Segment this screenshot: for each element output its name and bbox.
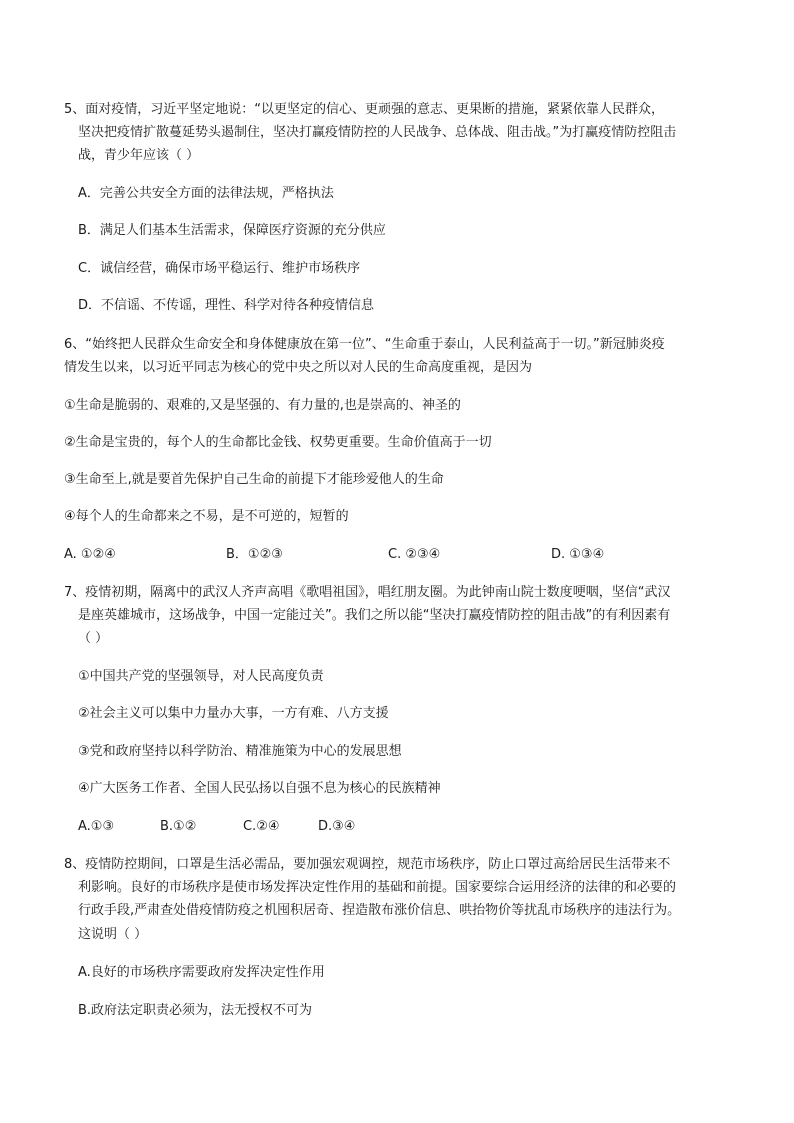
q5-option-b: B．满足人们基本生活需求，保障医疗资源的充分供应 [78,223,386,238]
q6-option-c: C. ②③④ [388,547,441,562]
q6-statement-3: ③生命至上,就是要首先保护自己生命的前提下才能珍爱他人的生命 [64,472,444,487]
q8-option-a: A.良好的市场秩序需要政府发挥决定性作用 [78,965,325,980]
q7-line-3: （ ） [78,631,109,646]
q7-option-d: D.③④ [318,819,356,834]
q5-line-1: 5、面对疫情，习近平坚定地说：“以更坚定的信心、更顽强的意志、更果断的措施，紧紧依靠人民群众， [64,102,665,117]
q8-option-b: B.政府法定职责必须为，法无授权不可为 [78,1003,313,1018]
q5-option-d: D．不信谣、不传谣，理性、科学对待各种疫情信息 [78,298,375,313]
q6-statement-4: ④每个人的生命都来之不易，是不可逆的，短暂的 [64,509,349,524]
q7-statement-3: ③党和政府坚持以科学防治、精准施策为中心的发展思想 [78,744,402,759]
q7-option-a: A.①③ [78,819,115,834]
q8-line-1: 8、疫情防控期间，口罩是生活必需品，要加强宏观调控，规范市场秩序，防止口罩过高给居民生活带来不 [64,857,671,872]
q5-option-c: C．诚信经营，确保市场平稳运行、维护市场秩序 [78,261,361,276]
q6-line-1: 6、“始终把人民群众生命安全和身体健康放在第一位”、“生命重于泰山，人民利益高于一切。”新冠肺炎疫 [64,337,665,352]
q7-statement-2: ②社会主义可以集中力量办大事，一方有难、八方支援 [78,706,389,721]
q8-line-2: 利影响。良好的市场秩序是使市场发挥决定性作用的基础和前提。国家要综合运用经济的法律的和必要的 [78,880,677,895]
q6-statement-2: ②生命是宝贵的，每个人的生命都比金钱、权势更重要。生命价值高于一切 [64,435,492,450]
q7-option-b: B.①② [160,819,197,834]
q7-line-1: 7、疫情初期，隔离中的武汉人齐声高唱《歌唱祖国》，唱红朋友圈。为此钟南山院士数度哽咽，坚信“武汉 [64,585,671,600]
q6-option-b: B．①②③ [226,547,283,562]
q8-line-3: 行政手段,严肃查处借疫情防疫之机囤积居奇、捏造散布涨价信息、哄抬物价等扰乱市场秩序的违法行为。 [78,903,681,918]
q7-line-2: 是座英雄城市，这场战争，中国一定能过关”。我们之所以能“坚决打赢疫情防控的阻击战”的有利因素有 [78,608,671,623]
q8-line-4: 这说明（ ） [78,927,148,942]
q5-line-3: 战，青少年应该（ ） [78,148,200,163]
q6-line-2: 情发生以来，以习近平同志为核心的党中央之所以对人民的生命高度重视，是因为 [64,360,533,375]
q7-option-c: C.②④ [243,819,280,834]
q6-statement-1: ①生命是脆弱的、艰难的,又是坚强的、有力量的,也是崇高的、神圣的 [64,398,461,413]
q6-option-d: D. ①③④ [551,547,605,562]
q5-option-a: A．完善公共安全方面的法律法规，严格执法 [78,186,334,201]
q7-statement-1: ①中国共产党的坚强领导，对人民高度负责 [78,669,324,684]
q6-option-a: A. ①②④ [64,547,116,562]
q7-statement-4: ④广大医务工作者、全国人民弘扬以自强不息为核心的民族精神 [78,781,441,796]
q5-line-2: 坚决把疫情扩散蔓延势头遏制住，坚决打赢疫情防控的人民战争、总体战、阻击战。”为打赢疫情防控阻击 [78,125,677,140]
